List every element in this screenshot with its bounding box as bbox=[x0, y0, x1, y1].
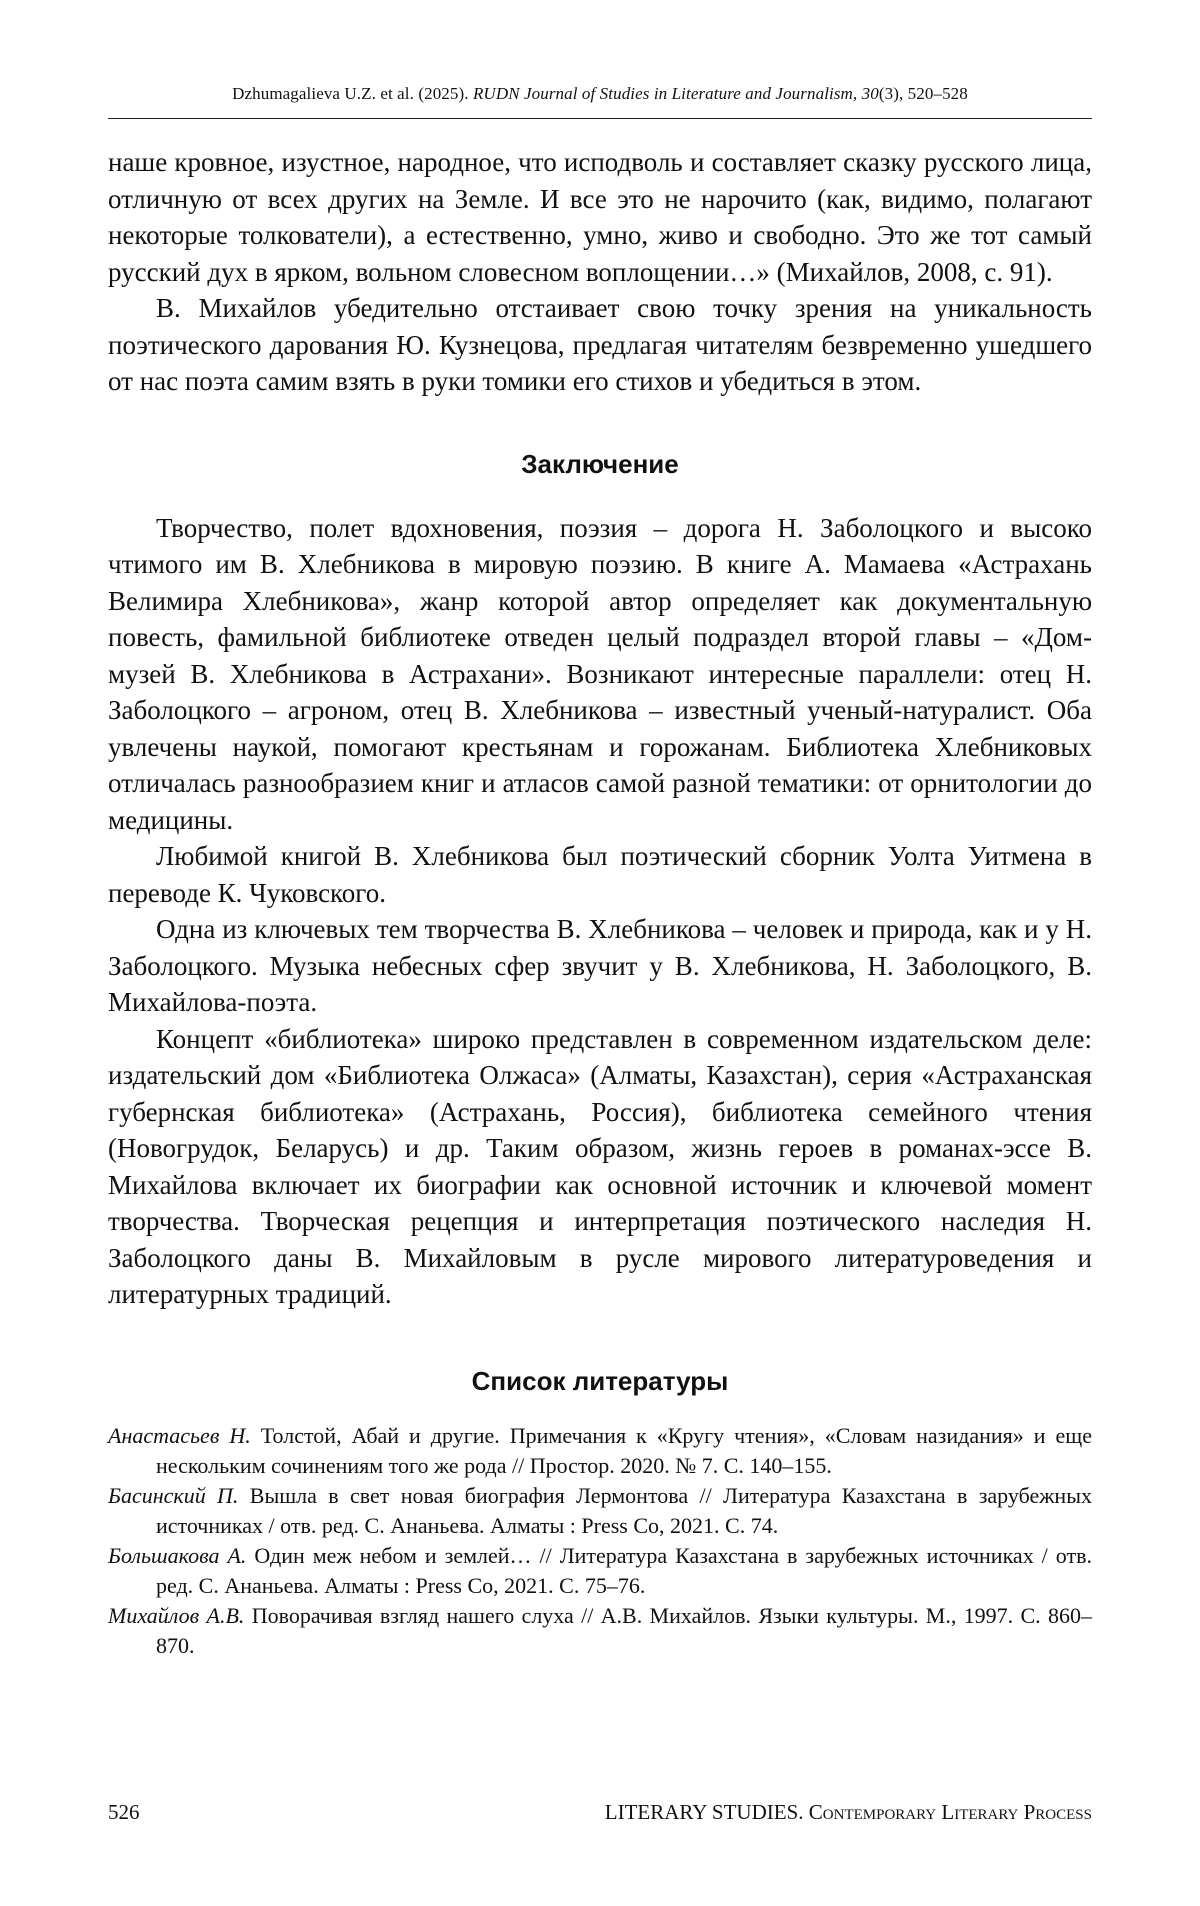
footer-journal-section: Contemporary Literary Process bbox=[809, 1800, 1092, 1824]
reference-text: Толстой, Абай и другие. Примечания к «Кругу чтения», «Словам назидания» и еще нескольким сочинениям того же рода // Простор. 2020. № 7. С. 140–155. bbox=[156, 1423, 1092, 1478]
reference-item bbox=[108, 1421, 1092, 1481]
reference-author: Михайлов А.В. bbox=[108, 1603, 244, 1628]
reference-author: Большакова А. bbox=[108, 1543, 246, 1568]
page-number: 526 bbox=[108, 1800, 140, 1825]
journal-title: RUDN Journal of Studies in Literature and Journalism, 30 bbox=[473, 84, 879, 103]
references-heading: Список литературы bbox=[108, 1363, 1092, 1399]
issue-pages: (3), 520–528 bbox=[879, 84, 968, 103]
reference-text: Вышла в свет новая биография Лермонтова // Литература Казахстана в зарубежных источниках / отв. ред. С. Ананьева. Алматы : Press Co, 2021. С. 74. bbox=[156, 1483, 1092, 1538]
footer-section-title bbox=[605, 1800, 1092, 1825]
conclusion-paragraph: Любимой книгой В. Хлебникова был поэтический сборник Уолта Уитмена в переводе К. Чуковского. bbox=[108, 838, 1092, 911]
reference-author: Анастасьев Н. bbox=[108, 1423, 251, 1448]
reference-item bbox=[108, 1481, 1092, 1541]
conclusion-paragraph: Концепт «библиотека» широко представлен в современном издательском деле: издательский дом «Библиотека Олжаса» (Алматы, Казахстан), серия «Астраханская губернская библиотека» (Астрахань, Россия), библиотека семейного чтения (Новогрудок, Беларусь) и др. Таким образом, жизнь героев в романах-эссе В. Михайлова включает их биографии как основной источник и ключевой момент творчества. Творческая рецепция и интерпретация поэтического наследия Н. Заболоцкого даны В. Михайловым в русле мирового литературоведения и литературных традиций. bbox=[108, 1021, 1092, 1313]
article-body bbox=[108, 144, 1092, 1661]
conclusion-paragraph: Одна из ключевых тем творчества В. Хлебникова – человек и природа, как и у Н. Заболоцкого. Музыка небесных сфер звучит у В. Хлебникова, Н. Заболоцкого, В. Михайлова-поэта. bbox=[108, 911, 1092, 1021]
conclusion-paragraph: Творчество, полет вдохновения, поэзия – дорога Н. Заболоцкого и высоко чтимого им В. Хлебникова в мировую поэзию. В книге А. Мамаева «Астрахань Велимира Хлебникова», жанр которой автор определяет как документальную повесть, фамильной библиотеке отведен целый подраздел второй главы – «Дом-музей В. Хлебникова в Астрахани». Возникают интересные параллели: отец Н. Заболоцкого – агроном, отец В. Хлебникова – известный ученый-натуралист. Оба увлечены наукой, помогают крестьянам и горожанам. Библиотека Хлебниковых отличалась разнообразием книг и атласов самой разной тематики: от орнитологии до медицины. bbox=[108, 510, 1092, 839]
intro-paragraph: В. Михайлов убедительно отстаивает свою точку зрения на уникальность поэтического дарования Ю. Кузнецова, предлагая читателям безвременно ушедшего от нас поэта самим взять в руки томики его стихов и убедиться в этом. bbox=[108, 290, 1092, 400]
conclusion-heading: Заключение bbox=[108, 446, 1092, 482]
reference-author: Басинский П. bbox=[108, 1483, 238, 1508]
footer-journal-main: LITERARY STUDIES. bbox=[605, 1800, 809, 1824]
header-rule bbox=[108, 118, 1092, 119]
reference-item bbox=[108, 1601, 1092, 1661]
reference-text: Один меж небом и землей… // Литература Казахстана в зарубежных источниках / отв. ред. С. Ананьева. Алматы : Press Co, 2021. С. 75–76. bbox=[156, 1543, 1092, 1598]
intro-paragraph: наше кровное, изустное, народное, что исподволь и составляет сказку русского лица, отличную от всех других на Земле. И все это не нарочито (как, видимо, полагают некоторые толкователи), а естественно, умно, живо и свободно. Это же тот самый русский дух в ярком, вольном словесном воплощении…» (Михайлов, 2008, с. 91). bbox=[108, 144, 1092, 290]
reference-text: Поворачивая взгляд нашего слуха // А.В. Михайлов. Языки культуры. М., 1997. С. 860–870. bbox=[156, 1603, 1092, 1658]
citation-authors: Dzhumagalieva U.Z. et al. (2025). bbox=[232, 84, 473, 103]
reference-list bbox=[108, 1421, 1092, 1661]
reference-item bbox=[108, 1541, 1092, 1601]
running-head bbox=[108, 84, 1092, 104]
